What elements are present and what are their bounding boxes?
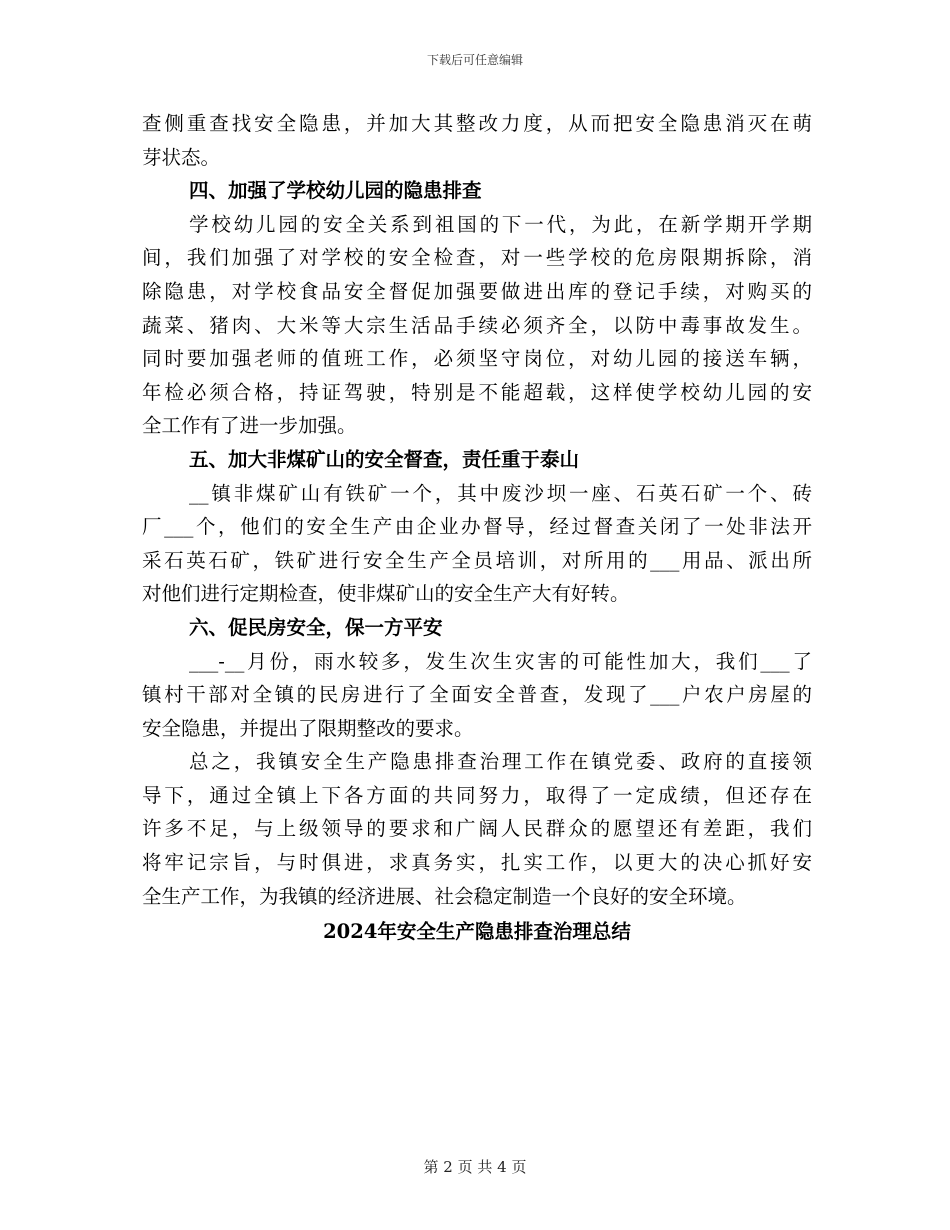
section-heading-4: 四、加强了学校幼儿园的隐患排查 bbox=[189, 179, 482, 203]
text-line: 全生产工作，为我镇的经济进展、社会稳定制造一个良好的安全环境。 bbox=[142, 884, 747, 908]
text-line: 年检必须合格，持证驾驶，特别是不能超载，这样使学校幼儿园的安 bbox=[142, 380, 812, 404]
text-line: 安全隐患，并提出了限期整改的要求。 bbox=[142, 716, 474, 740]
page-number: 第 2 页 共 4 页 bbox=[423, 1158, 527, 1176]
paragraph-housing-safety bbox=[142, 645, 812, 746]
text-line: 查侧重查找安全隐患，并加大其整改力度，从而把安全隐患消灭在萌 bbox=[142, 112, 812, 135]
text-line: 对他们进行定期检查，使非煤矿山的安全生产大有好转。 bbox=[142, 582, 630, 606]
text-line: 蔬菜、猪肉、大米等大宗生活品手续必须齐全，以防中毒事故发生。 bbox=[142, 313, 812, 337]
section-heading-5: 五、加大非煤矿山的安全督查，责任重于泰山 bbox=[189, 447, 580, 471]
text-line: 总之，我镇安全生产隐患排查治理工作在镇党委、政府的直接领 bbox=[189, 750, 812, 774]
text-line: 许多不足，与上级领导的要求和广阔人民群众的愿望还有差距，我们 bbox=[142, 817, 812, 841]
text-line: 除隐患，对学校食品安全督促加强要做进出库的登记手续，对购买的 bbox=[142, 279, 812, 303]
text-line: 采石英石矿，铁矿进行安全生产全员培训，对所用的___用品、派出所 bbox=[142, 548, 812, 572]
paragraph-continued bbox=[142, 107, 812, 174]
text-line: 镇村干部对全镇的民房进行了全面安全普查，发现了___户农户房屋的 bbox=[142, 683, 812, 707]
paragraph-school-safety bbox=[142, 208, 812, 443]
text-line: 间，我们加强了对学校的安全检查，对一些学校的危房限期拆除，消 bbox=[142, 246, 812, 270]
text-line: 同时要加强老师的值班工作，必须坚守岗位，对幼儿园的接送车辆， bbox=[142, 347, 812, 371]
text-line: 全工作有了进一步加强。 bbox=[142, 414, 357, 438]
text-line: 将牢记宗旨，与时俱进，求真务实，扎实工作，以更大的决心抓好安 bbox=[142, 851, 812, 875]
paragraph-mine-safety bbox=[142, 477, 812, 611]
text-line: 学校幼儿园的安全关系到祖国的下一代，为此，在新学期开学期 bbox=[189, 212, 812, 236]
text-line: 芽状态。 bbox=[142, 145, 221, 169]
page-header-note: 下载后可任意编辑 bbox=[426, 53, 523, 67]
text-line: ___-__月份，雨水较多，发生次生灾害的可能性加大，我们___了 bbox=[189, 649, 812, 673]
section-heading-6: 六、促民房安全，保一方平安 bbox=[189, 615, 443, 639]
paragraph-conclusion bbox=[142, 745, 812, 913]
document-title: 2024年安全生产隐患排查治理总结 bbox=[323, 920, 631, 944]
text-line: 导下，通过全镇上下各方面的共同努力，取得了一定成绩，但还存在 bbox=[142, 783, 812, 807]
text-line: __镇非煤矿山有铁矿一个，其中废沙坝一座、石英石矿一个、砖 bbox=[189, 481, 812, 505]
document-body bbox=[142, 107, 812, 949]
text-line: 厂___个，他们的安全生产由企业办督导，经过督查关闭了一处非法开 bbox=[142, 515, 812, 539]
